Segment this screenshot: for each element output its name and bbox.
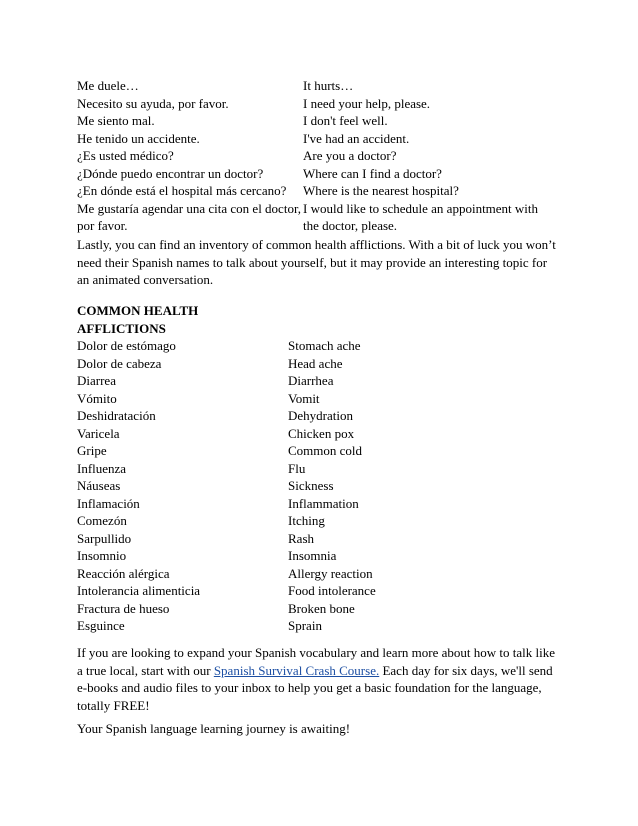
affliction-row: [77, 530, 477, 548]
affliction-spanish: Gripe: [77, 443, 107, 458]
phrase-spanish: ¿En dónde está el hospital más cercano?: [77, 183, 287, 198]
affliction-row: [77, 495, 477, 513]
intro-paragraph: Lastly, you can find an inventory of common health afflictions. With a bit of luck you won’t need their Spanish names to talk about yourself, but it may provide an interesting topic for an animated conversation.: [77, 237, 556, 287]
affliction-row: [77, 600, 477, 618]
afflictions-title: COMMON HEALTH AFFLICTIONS: [77, 303, 199, 336]
affliction-spanish: Dolor de estómago: [77, 338, 176, 353]
affliction-row: [77, 355, 477, 373]
affliction-english: Stomach ache: [288, 338, 361, 353]
affliction-spanish: Reacción alérgica: [77, 565, 170, 581]
affliction-row: [77, 617, 477, 635]
phrase-english: Where is the nearest hospital?: [303, 183, 459, 198]
affliction-spanish: Sarpullido: [77, 530, 132, 546]
affliction-english: Vomit: [288, 390, 320, 406]
affliction-spanish: Intolerancia alimenticia: [77, 583, 201, 598]
phrase-english: I would like to schedule an appointment with the doctor, please.: [303, 200, 539, 233]
phrase-spanish: Me duele…: [77, 78, 139, 93]
affliction-english: Head ache: [288, 355, 343, 371]
affliction-spanish: Varicela: [77, 425, 120, 441]
affliction-english: Itching: [288, 513, 325, 528]
phrase-spanish: Me gustaría agendar una cita con el doctor, por favor.: [77, 200, 301, 233]
crash-course-link[interactable]: Spanish Survival Crash Course.: [213, 662, 380, 678]
phrases-table: [77, 77, 557, 235]
affliction-row: [77, 372, 477, 390]
affliction-spanish: Fractura de hueso: [77, 600, 170, 616]
affliction-row: [77, 425, 477, 443]
affliction-english: Dehydration: [288, 408, 353, 423]
affliction-spanish: Dolor de cabeza: [77, 355, 162, 371]
affliction-english: Insomnia: [288, 548, 337, 563]
phrase-row: [77, 130, 557, 148]
affliction-row: [77, 337, 477, 355]
phrase-row: [77, 182, 557, 200]
affliction-english: Sickness: [288, 478, 334, 493]
affliction-spanish: Comezón: [77, 513, 127, 528]
affliction-row: [77, 407, 477, 425]
phrase-spanish: ¿Dónde puedo encontrar un doctor?: [77, 165, 264, 181]
phrase-row: [77, 112, 557, 130]
affliction-english: Broken bone: [288, 600, 355, 616]
affliction-row: [77, 442, 477, 460]
affliction-english: Flu: [288, 460, 306, 476]
affliction-row: [77, 565, 477, 583]
cta-text-after: Each day for six days, we'll send e-books and audio files to your inbox to help you get a basic foundation for the language, totally FREE!: [77, 662, 553, 713]
affliction-english: Sprain: [288, 618, 322, 633]
afflictions-table: [77, 302, 477, 635]
affliction-row: [77, 390, 477, 408]
affliction-english: Chicken pox: [288, 425, 355, 441]
phrase-english: I've had an accident.: [303, 130, 410, 146]
closing-paragraph: Your Spanish language learning journey is awaiting!: [77, 721, 351, 736]
phrase-spanish: Necesito su ayuda, por favor.: [77, 95, 229, 111]
affliction-english: Inflammation: [288, 495, 359, 511]
affliction-row: [77, 460, 477, 478]
phrase-english: I need your help, please.: [303, 95, 431, 111]
affliction-spanish: Vómito: [77, 390, 117, 406]
affliction-spanish: Esguince: [77, 618, 125, 633]
affliction-row: [77, 582, 477, 600]
phrase-spanish: Me siento mal.: [77, 113, 155, 128]
affliction-spanish: Inflamación: [77, 495, 140, 511]
affliction-spanish: Insomnio: [77, 548, 127, 563]
phrase-row: [77, 165, 557, 183]
phrase-row: [77, 200, 557, 235]
phrase-spanish: He tenido un accidente.: [77, 130, 200, 146]
affliction-spanish: Deshidratación: [77, 408, 156, 423]
affliction-spanish: Diarrea: [77, 373, 116, 388]
phrase-english: It hurts…: [303, 78, 354, 93]
affliction-row: [77, 477, 477, 495]
phrase-english: Are you a doctor?: [303, 148, 397, 163]
phrase-english: Where can I find a doctor?: [303, 165, 442, 181]
phrase-row: [77, 147, 557, 165]
phrase-spanish: ¿Es usted médico?: [77, 148, 174, 163]
affliction-row: [77, 512, 477, 530]
phrase-row: [77, 77, 557, 95]
affliction-english: Rash: [288, 530, 314, 546]
cta-paragraph: [77, 644, 557, 714]
phrase-english: I don't feel well.: [303, 113, 388, 128]
affliction-english: Allergy reaction: [288, 565, 373, 581]
affliction-spanish: Influenza: [77, 460, 127, 476]
cta-text-before: If you are looking to expand your Spanish vocabulary and learn more about how to talk like a true local, start with our: [77, 645, 555, 678]
affliction-row: [77, 547, 477, 565]
affliction-english: Diarrhea: [288, 373, 334, 388]
affliction-english: Food intolerance: [288, 583, 376, 598]
affliction-english: Common cold: [288, 443, 363, 458]
affliction-spanish: Náuseas: [77, 478, 121, 493]
phrase-row: [77, 95, 557, 113]
